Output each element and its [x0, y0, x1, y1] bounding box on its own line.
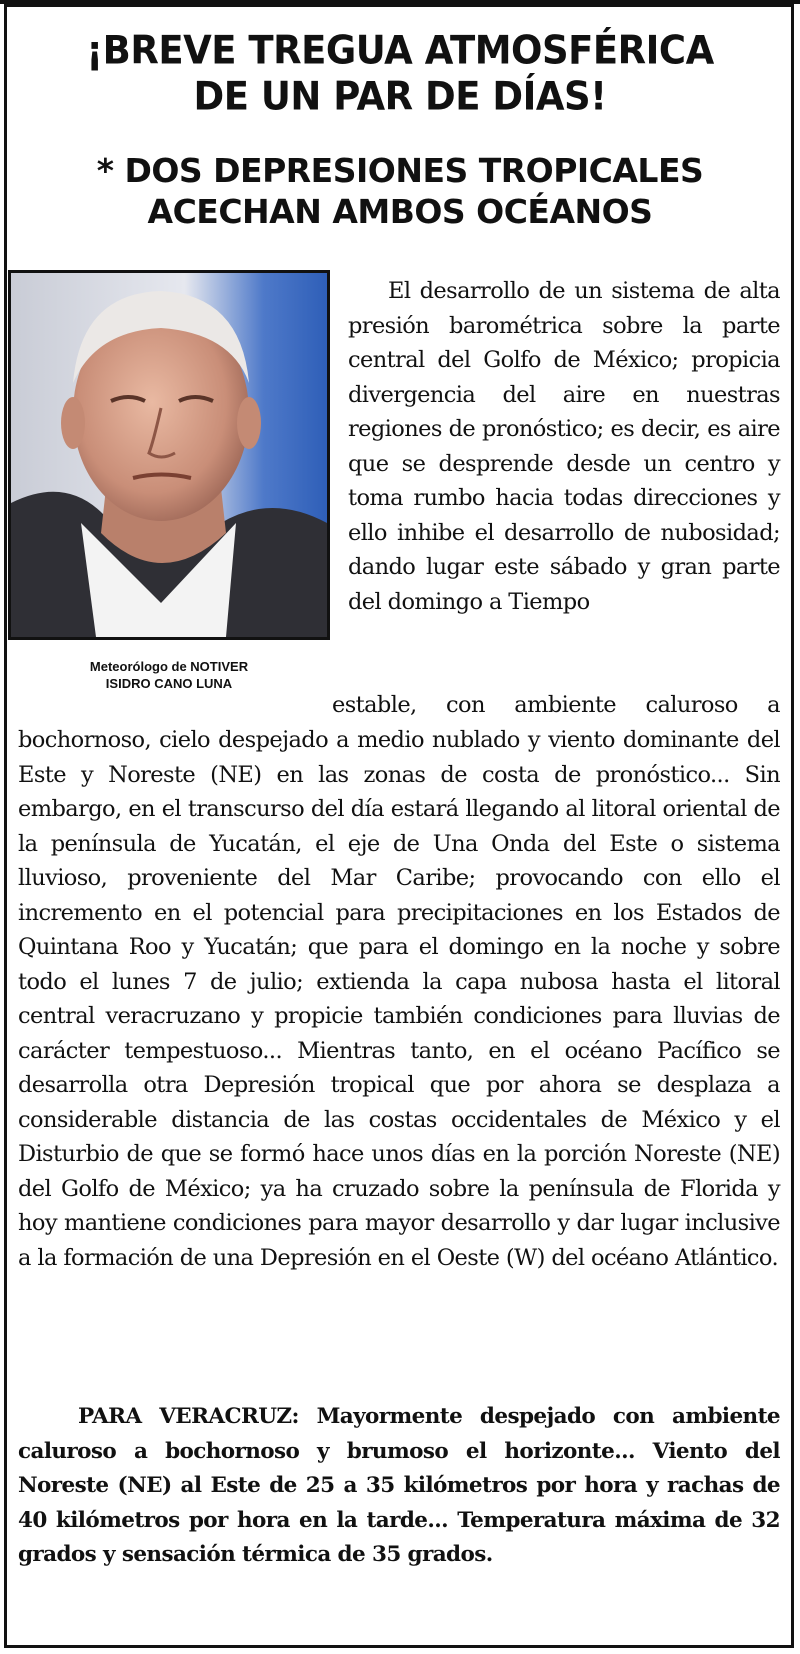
subheadline [14, 150, 786, 232]
headline-line-1: ¡BREVE TREGUA ATMOSFÉRICA [86, 27, 714, 73]
article-wrap-line [332, 688, 780, 723]
forecast-paragraph [18, 1400, 780, 1573]
subheadline-line-1: * DOS DEPRESIONES TROPICALES [96, 151, 704, 190]
caption-title: Meteorólogo de NOTIVER [89, 659, 249, 674]
subheadline-line-2: ACECHAN AMBOS OCÉANOS [147, 192, 653, 231]
article-paragraph-intro [348, 274, 780, 619]
intro-text: El desarrollo de un sistema de alta presión barométrica sobre la parte central del Golfo de México; propicia divergencia del aire en nuestras regiones de pronóstico; es decir, es aire que se desprende desde un centro y toma rumbo hacia todas direcciones y ello inhibe el desarrollo de nubosidad; dando lugar este sábado y gran parte del domingo a Tiempo [348, 278, 780, 615]
forecast-text: PARA VERACRUZ: Mayormente despejado con ambiente caluroso a bochornoso y brumoso el horizonte... Viento del Noreste (NE) al Este de 25 a 35 kilómetros por hora y rachas de 40 kilómetros por hora en la tarde... Temperatura máxima de 32 grados y sensación térmica de 35 grados. [18, 1404, 780, 1567]
headline [14, 28, 786, 120]
author-photo [8, 270, 330, 640]
headline-line-2: DE UN PAR DE DÍAS! [193, 74, 607, 120]
photo-caption [8, 658, 330, 692]
caption-name: ISIDRO CANO LUNA [105, 676, 233, 691]
portrait-image [11, 273, 327, 637]
article-paragraph-main [18, 723, 780, 1275]
main-text: bochornoso, cielo despejado a medio nublado y viento dominante del Este y Noreste (NE) en las zonas de costa de pronóstico... Sin embargo, en el transcurso del día estará llegando al litoral oriental de la península de Yucatán, el eje de Una Onda del Este o sistema lluvioso, proveniente del Mar Caribe; provocando con ello el incremento en el potencial para precipitaciones en los Estados de Quintana Roo y Yucatán; que para el domingo en la noche y sobre todo el lunes 7 de julio; extienda la capa nubosa hasta el litoral central veracruzano y propicie también condiciones para lluvias de carácter tempestuoso... Mientras tanto, en el océano Pacífico se desarrolla otra Depresión tropical que por ahora se desplaza a considerable distancia de las costas occidentales de México y el Disturbio de que se formó hace unos días en la porción Noreste (NE) del Golfo de México; ya ha cruzado sobre la península de Florida y hoy mantiene condiciones para mayor desarrollo y dar lugar inclusive a la formación de una Depresión en el Oeste (W) del océano Atlántico. [18, 727, 780, 1271]
wrap-text: estable, con ambiente caluroso a [332, 692, 780, 718]
